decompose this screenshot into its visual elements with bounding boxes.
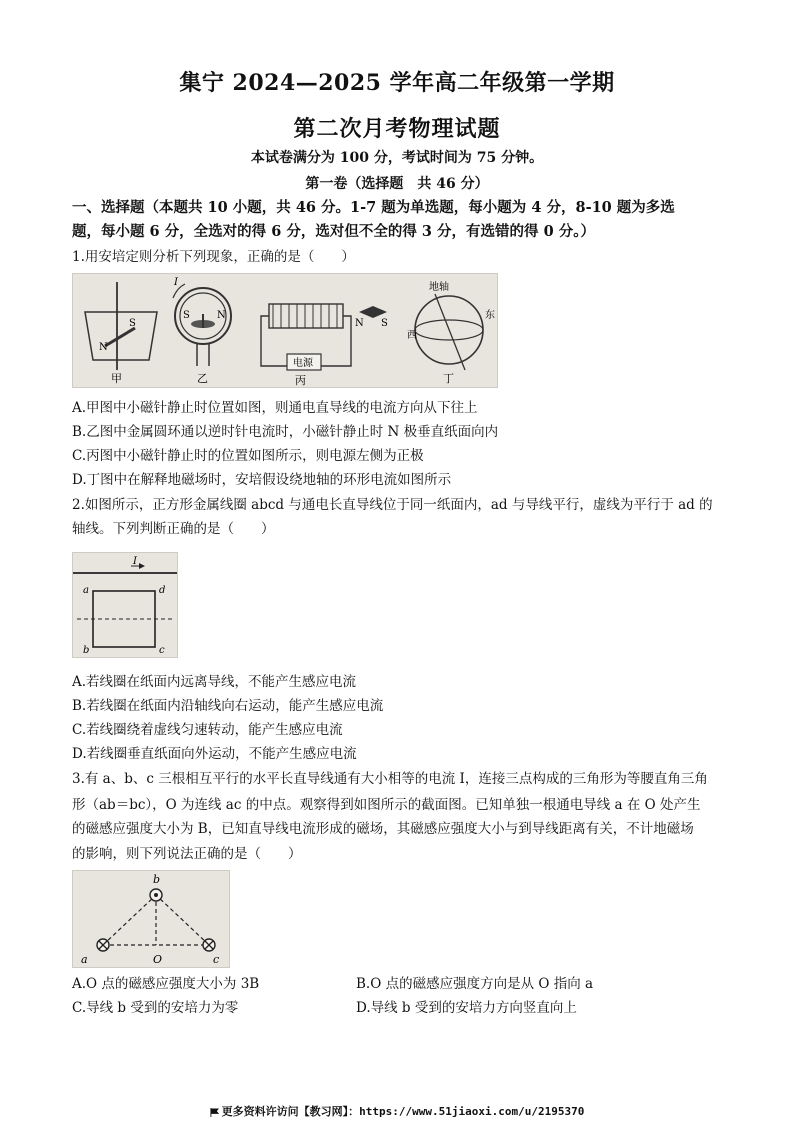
wire-a-cross-icon	[97, 939, 109, 951]
label-jia: 甲	[111, 372, 122, 385]
q3-figure	[72, 870, 230, 968]
footer-text: 更多资料许访问【教习网】：https://www.51jiaoxi.com/u/2195370	[221, 1105, 585, 1118]
label-ding: 丁	[443, 372, 454, 385]
wire-b-dot-icon	[150, 889, 162, 901]
label-b-q2: b	[83, 645, 90, 656]
figure-ding	[407, 280, 495, 385]
q1-stem: 1.用安培定则分析下列现象，正确的是（ ）	[72, 249, 355, 265]
q1-option-c: C.丙图中小磁针静止时的位置如图所示，则电源左侧为正极	[72, 448, 424, 464]
q2-stem-line1: 2.如图所示，正方形金属线圈 abcd 与通电长直导线位于同一纸面内，ad 与导线平行，虚线为平行于 ad 的	[72, 497, 713, 513]
label-i-yi: I	[174, 277, 178, 288]
q3-option-b: B.O 点的磁感应强度方向是从 O 指向 a	[356, 976, 594, 992]
q3-stem-line4: 的影响，则下列说法正确的是（ ）	[72, 846, 302, 862]
label-s-jia: S	[129, 318, 136, 329]
q3-option-d: D.导线 b 受到的安培力方向竖直向上	[356, 1000, 577, 1016]
footer-link[interactable]	[0, 1103, 794, 1119]
label-n-yi: N	[217, 310, 226, 321]
label-west: 西	[407, 330, 417, 341]
label-n-bing: N	[355, 318, 364, 329]
q3-stem-line1: 3.有 a、b、c 三根相互平行的水平长直导线通有大小相等的电流 I，连接三点构成的三角形为等腰直角三角	[72, 771, 708, 787]
wire-c-cross-icon	[203, 939, 215, 951]
flag-icon	[210, 1108, 219, 1117]
label-axis: 地轴	[429, 282, 449, 293]
q2-figure	[72, 552, 178, 658]
q2-stem-line2: 轴线。下列判断正确的是（ ）	[72, 521, 275, 537]
q2-option-c: C.若线圈绕着虚线匀速转动，能产生感应电流	[72, 722, 343, 738]
label-b-q3: b	[153, 873, 161, 886]
exam-info: 本试卷满分为 100 分，考试时间为 75 分钟。	[250, 150, 544, 166]
q1-figure	[72, 273, 498, 388]
label-o-q3: O	[153, 953, 163, 966]
label-power: 电源	[293, 358, 313, 369]
q1-option-b: B.乙图中金属圆环通以逆时针电流时，小磁针静止时 N 极垂直纸面向内	[72, 424, 499, 440]
label-a-q3: a	[81, 953, 88, 966]
volume-heading: 第一卷（选择题 共 46 分）	[305, 176, 489, 192]
label-a-q2: a	[83, 585, 89, 596]
label-yi: 乙	[197, 372, 208, 385]
q2-option-d: D.若线圈垂直纸面向外运动，不能产生感应电流	[72, 746, 357, 762]
q3-stem-line2: 形（ab＝bc），O 为连线 ac 的中点。观察得到如图所示的截面图。已知单独一根通电导线 a 在 O 处产生	[72, 797, 701, 813]
q1-option-d: D.丁图中在解释地磁场时，安培假设绕地轴的环形电流如图所示	[72, 472, 452, 488]
label-s-bing: S	[381, 318, 388, 329]
label-c-q2: c	[159, 645, 165, 656]
q2-option-b: B.若线圈在纸面内沿轴线向右运动，能产生感应电流	[72, 698, 384, 714]
q3-option-a: A.O 点的磁感应强度大小为 3B	[72, 976, 260, 992]
label-c-q3: c	[213, 953, 220, 966]
exam-title-line1: 集宁 2024—2025 学年高二年级第一学期	[179, 70, 615, 96]
q3-stem-line3: 的磁感应强度大小为 B，已知直导线电流形成的磁场，其磁感应强度大小与到导线距离有关，不计地磁场	[72, 821, 694, 837]
label-n-jia: N	[99, 342, 108, 353]
figure-jia	[85, 282, 157, 385]
section-heading-line2: 题，每小题 6 分，全选对的得 6 分，选对但不全的得 3 分，有选错的得 0 分。）	[72, 223, 595, 240]
q3-option-c: C.导线 b 受到的安培力为零	[72, 1000, 239, 1016]
label-s-yi: S	[183, 310, 190, 321]
figure-yi	[173, 277, 231, 385]
label-d-q2: d	[159, 585, 166, 596]
section-heading-line1: 一、选择题（本题共 10 小题，共 46 分。1-7 题为单选题，每小题为 4 分，8-10 题为多选	[72, 199, 675, 216]
label-bing: 丙	[295, 374, 306, 387]
q2-option-a: A.若线圈在纸面内远离导线，不能产生感应电流	[72, 674, 357, 690]
q1-option-a: A.甲图中小磁针静止时位置如图，则通电直导线的电流方向从下往上	[72, 400, 478, 416]
label-i-q2: I	[133, 556, 137, 567]
label-east: 东	[485, 310, 495, 321]
figure-bing	[261, 304, 388, 387]
exam-title-line2: 第二次月考物理试题	[293, 116, 501, 142]
